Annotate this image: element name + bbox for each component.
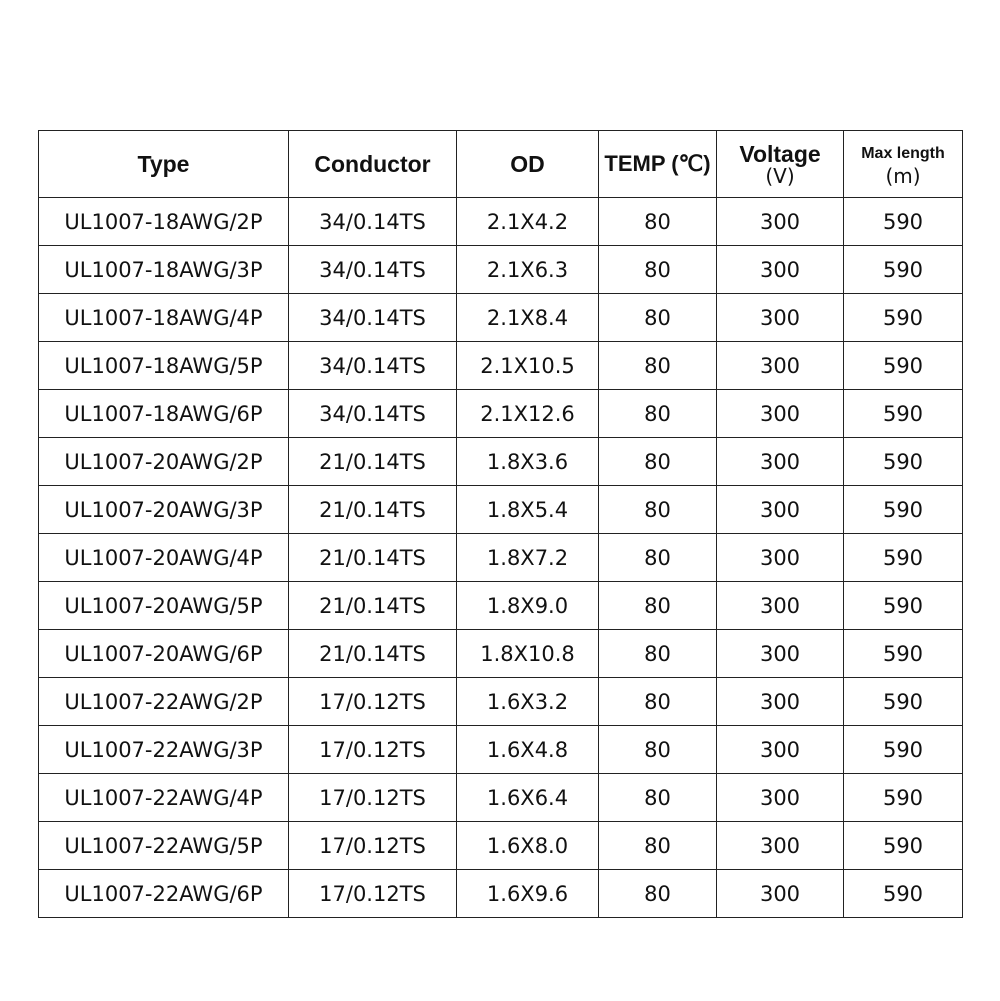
cell-od: 1.8X5.4 (457, 486, 599, 534)
table-header (39, 131, 963, 198)
cell-temp: 80 (599, 294, 717, 342)
header-row (39, 131, 963, 198)
cell-max-length: 590 (844, 534, 963, 582)
header-conductor-label: Conductor (314, 151, 431, 177)
cell-od: 2.1X8.4 (457, 294, 599, 342)
table-row (39, 870, 963, 918)
cell-max-length: 590 (844, 822, 963, 870)
header-od-label: OD (510, 151, 545, 177)
spec-table (38, 130, 963, 918)
cell-voltage: 300 (717, 294, 844, 342)
header-type-label: Type (137, 151, 190, 177)
cell-type: UL1007-20AWG/5P (39, 582, 289, 630)
header-max-length (844, 131, 963, 198)
cell-max-length: 590 (844, 390, 963, 438)
cell-temp: 80 (599, 726, 717, 774)
cell-conductor: 34/0.14TS (289, 390, 457, 438)
cell-type: UL1007-18AWG/4P (39, 294, 289, 342)
cell-temp: 80 (599, 678, 717, 726)
cell-type: UL1007-20AWG/3P (39, 486, 289, 534)
cell-od: 1.6X3.2 (457, 678, 599, 726)
cell-max-length: 590 (844, 870, 963, 918)
cell-voltage: 300 (717, 438, 844, 486)
header-voltage (717, 131, 844, 198)
table-row (39, 534, 963, 582)
cell-type: UL1007-18AWG/6P (39, 390, 289, 438)
table-row (39, 726, 963, 774)
cell-voltage: 300 (717, 342, 844, 390)
cell-max-length: 590 (844, 438, 963, 486)
cell-type: UL1007-22AWG/5P (39, 822, 289, 870)
cell-max-length: 590 (844, 678, 963, 726)
cell-od: 1.8X3.6 (457, 438, 599, 486)
table-row (39, 342, 963, 390)
cell-max-length: 590 (844, 630, 963, 678)
table-body (39, 198, 963, 918)
table-row (39, 246, 963, 294)
cell-voltage: 300 (717, 630, 844, 678)
cell-voltage: 300 (717, 534, 844, 582)
cell-voltage: 300 (717, 390, 844, 438)
cell-conductor: 17/0.12TS (289, 678, 457, 726)
cell-conductor: 21/0.14TS (289, 630, 457, 678)
cell-max-length: 590 (844, 294, 963, 342)
cell-temp: 80 (599, 486, 717, 534)
header-od (457, 131, 599, 198)
cell-voltage: 300 (717, 726, 844, 774)
cell-voltage: 300 (717, 870, 844, 918)
header-voltage-unit: (V) (765, 164, 795, 188)
cell-max-length: 590 (844, 246, 963, 294)
cell-temp: 80 (599, 582, 717, 630)
cell-temp: 80 (599, 246, 717, 294)
cell-od: 2.1X6.3 (457, 246, 599, 294)
cell-voltage: 300 (717, 198, 844, 246)
cell-od: 1.6X8.0 (457, 822, 599, 870)
table-row (39, 582, 963, 630)
table-row (39, 678, 963, 726)
header-voltage-label: Voltage (739, 141, 821, 167)
cell-type: UL1007-22AWG/6P (39, 870, 289, 918)
cell-voltage: 300 (717, 582, 844, 630)
cell-temp: 80 (599, 390, 717, 438)
cell-temp: 80 (599, 630, 717, 678)
cell-conductor: 17/0.12TS (289, 726, 457, 774)
cell-conductor: 21/0.14TS (289, 534, 457, 582)
table-row (39, 822, 963, 870)
table-row (39, 390, 963, 438)
cell-temp: 80 (599, 870, 717, 918)
table-row (39, 438, 963, 486)
cell-temp: 80 (599, 534, 717, 582)
table-row (39, 630, 963, 678)
header-conductor (289, 131, 457, 198)
cell-od: 1.6X9.6 (457, 870, 599, 918)
cell-od: 2.1X4.2 (457, 198, 599, 246)
cell-conductor: 17/0.12TS (289, 870, 457, 918)
cell-voltage: 300 (717, 678, 844, 726)
cell-conductor: 17/0.12TS (289, 774, 457, 822)
cell-voltage: 300 (717, 774, 844, 822)
cell-type: UL1007-20AWG/4P (39, 534, 289, 582)
table-row (39, 198, 963, 246)
table-row (39, 294, 963, 342)
header-max-length-label: Max length (861, 145, 945, 162)
cell-temp: 80 (599, 342, 717, 390)
cell-type: UL1007-18AWG/3P (39, 246, 289, 294)
cell-conductor: 34/0.14TS (289, 342, 457, 390)
cell-temp: 80 (599, 822, 717, 870)
cell-temp: 80 (599, 438, 717, 486)
cell-od: 2.1X10.5 (457, 342, 599, 390)
cell-conductor: 21/0.14TS (289, 438, 457, 486)
cell-voltage: 300 (717, 486, 844, 534)
cell-temp: 80 (599, 774, 717, 822)
cell-conductor: 17/0.12TS (289, 822, 457, 870)
cell-type: UL1007-18AWG/2P (39, 198, 289, 246)
cell-conductor: 34/0.14TS (289, 294, 457, 342)
table-row (39, 486, 963, 534)
cell-max-length: 590 (844, 198, 963, 246)
cell-max-length: 590 (844, 342, 963, 390)
cell-conductor: 34/0.14TS (289, 246, 457, 294)
cell-max-length: 590 (844, 774, 963, 822)
cell-max-length: 590 (844, 726, 963, 774)
cell-od: 2.1X12.6 (457, 390, 599, 438)
cell-voltage: 300 (717, 246, 844, 294)
cell-temp: 80 (599, 198, 717, 246)
cell-type: UL1007-22AWG/4P (39, 774, 289, 822)
cell-type: UL1007-22AWG/2P (39, 678, 289, 726)
cell-conductor: 21/0.14TS (289, 486, 457, 534)
cell-od: 1.8X9.0 (457, 582, 599, 630)
cell-type: UL1007-20AWG/6P (39, 630, 289, 678)
header-temp-label: TEMP (℃) (604, 151, 711, 176)
header-max-length-unit: (m) (885, 164, 921, 188)
cell-max-length: 590 (844, 486, 963, 534)
cell-od: 1.6X4.8 (457, 726, 599, 774)
cell-type: UL1007-18AWG/5P (39, 342, 289, 390)
cell-voltage: 300 (717, 822, 844, 870)
header-temp (599, 131, 717, 198)
cell-od: 1.6X6.4 (457, 774, 599, 822)
table-row (39, 774, 963, 822)
header-type (39, 131, 289, 198)
cell-conductor: 21/0.14TS (289, 582, 457, 630)
cell-max-length: 590 (844, 582, 963, 630)
cell-od: 1.8X10.8 (457, 630, 599, 678)
cell-type: UL1007-20AWG/2P (39, 438, 289, 486)
cell-conductor: 34/0.14TS (289, 198, 457, 246)
cell-od: 1.8X7.2 (457, 534, 599, 582)
cell-type: UL1007-22AWG/3P (39, 726, 289, 774)
